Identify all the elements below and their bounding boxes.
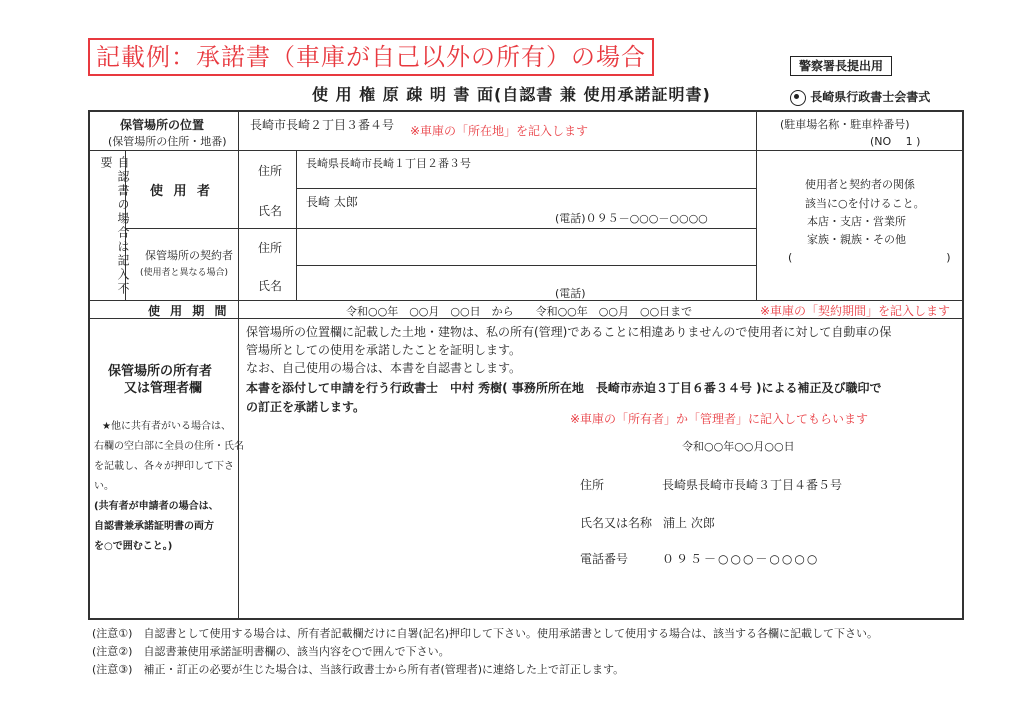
owner-instruct-7: を○で囲むこと。): [94, 541, 173, 552]
owner-date: 令和○○年○○月○○日: [682, 440, 795, 453]
owner-address-value: 長崎県長崎市長崎３丁目４番５号: [662, 478, 843, 492]
association-text: 長崎県行政書士会書式: [810, 90, 931, 104]
parking-label: (駐車場名称・駐車枠番号): [780, 118, 910, 131]
note-3: (注意③) 補正・訂正の必要が生じた場合は、当該行政書士から所有者(管理者)に連絡した上で訂正します。: [92, 663, 625, 676]
user-name-value: 長崎 太郎: [306, 195, 358, 209]
relation-line5: ( ): [788, 251, 951, 264]
contractor-name-label: 氏名: [258, 279, 283, 293]
relation-line1: 使用者と契約者の関係: [805, 178, 915, 191]
contractor-phone-value: (電話): [555, 287, 586, 300]
owner-text-3: なお、自己使用の場合は、本書を自認書とします。: [246, 361, 522, 375]
example-title: 記載例：承諾書（車庫が自己以外の所有）の場合: [88, 38, 654, 76]
association-seal-icon: [790, 90, 806, 106]
owner-phone-value: ０９５－○○○－○○○○: [662, 552, 820, 566]
submit-badge: 警察署長提出用: [790, 56, 892, 76]
owner-instruct-3: を記載し、各々が押印して下さ: [94, 461, 234, 472]
period-value: 令和○○年 ○○月 ○○日 から 令和○○年 ○○月 ○○日まで: [346, 305, 693, 318]
contractor-address-label: 住所: [258, 241, 283, 255]
owner-text-2: 管場所としての使用を承諾したことを証明します。: [246, 343, 522, 357]
owner-address-label: 住所: [580, 478, 605, 492]
owner-instruct-1: ★他に共有者がいる場合は、: [102, 421, 231, 432]
period-note: ※車庫の「契約期間」を記入します: [760, 304, 951, 318]
owner-name-label: 氏名又は名称: [580, 516, 653, 530]
self-cert-vertical-label: 自認書の場合は記入不要: [99, 156, 130, 296]
note-2: (注意②) 自認書兼使用承諾証明書欄の、該当内容を○で囲んで下さい。: [92, 645, 450, 658]
owner-text-1: 保管場所の位置欄に記載した土地・建物は、私の所有(管理)であることに相違ありませんので使用者に対して自動車の保: [246, 325, 892, 339]
owner-name-value: 浦上 次郎: [663, 516, 715, 530]
owner-text-5: の訂正を承諾します。: [246, 400, 366, 414]
owner-instruct-4: い。: [94, 481, 114, 492]
document-title: 使 用 権 原 疎 明 書 面(自認書 兼 使用承諾証明書): [312, 85, 711, 104]
location-value: 長崎市長崎２丁目３番４号: [250, 118, 395, 132]
owner-instruct-2: 右欄の空白部に全員の住所・氏名: [94, 441, 244, 452]
association-label: [790, 88, 930, 106]
location-sublabel: (保管場所の住所・地番): [108, 135, 227, 148]
parking-value: (NO 1 ): [870, 135, 921, 148]
user-name-label: 氏名: [258, 204, 283, 218]
owner-text-4: 本書を添付して申請を行う行政書士 中村 秀樹( 事務所所在地 長崎市赤迫３丁目６番３４号 )による補正及び職印で: [246, 381, 882, 395]
contractor-sublabel: (使用者と異なる場合): [140, 268, 229, 278]
user-address-label: 住所: [258, 164, 283, 178]
owner-instruct-5: (共有者が申請者の場合は、: [94, 501, 219, 512]
relation-line2: 該当に○を付けること。: [805, 197, 925, 210]
period-label: 使 用 期 間: [148, 304, 230, 318]
user-address-value: 長崎県長崎市長崎１丁目２番３号: [306, 157, 471, 170]
relation-line3: 本店・支店・営業所: [807, 215, 906, 228]
owner-phone-label: 電話番号: [580, 552, 629, 566]
owner-note: ※車庫の「所有者」か「管理者」に記入してもらいます: [570, 412, 869, 426]
user-label: 使 用 者: [150, 184, 214, 199]
location-label: 保管場所の位置: [120, 118, 205, 132]
contractor-label: 保管場所の契約者: [145, 249, 233, 262]
owner-label-2: 又は管理者欄: [124, 381, 203, 396]
note-1: (注意①) 自認書として使用する場合は、所有者記載欄だけに自署(記名)押印して下さい。使用承諾書として使用する場合は、該当する各欄に記載して下さい。: [92, 627, 879, 640]
owner-label-1: 保管場所の所有者: [108, 364, 213, 379]
owner-instruct-6: 自認書兼承諾証明書の両方: [94, 521, 214, 532]
location-note: ※車庫の「所在地」を記入します: [410, 124, 589, 138]
relation-line4: 家族・親族・その他: [807, 233, 906, 246]
user-phone-value: (電話)０９５－○○○－○○○○: [555, 212, 708, 225]
